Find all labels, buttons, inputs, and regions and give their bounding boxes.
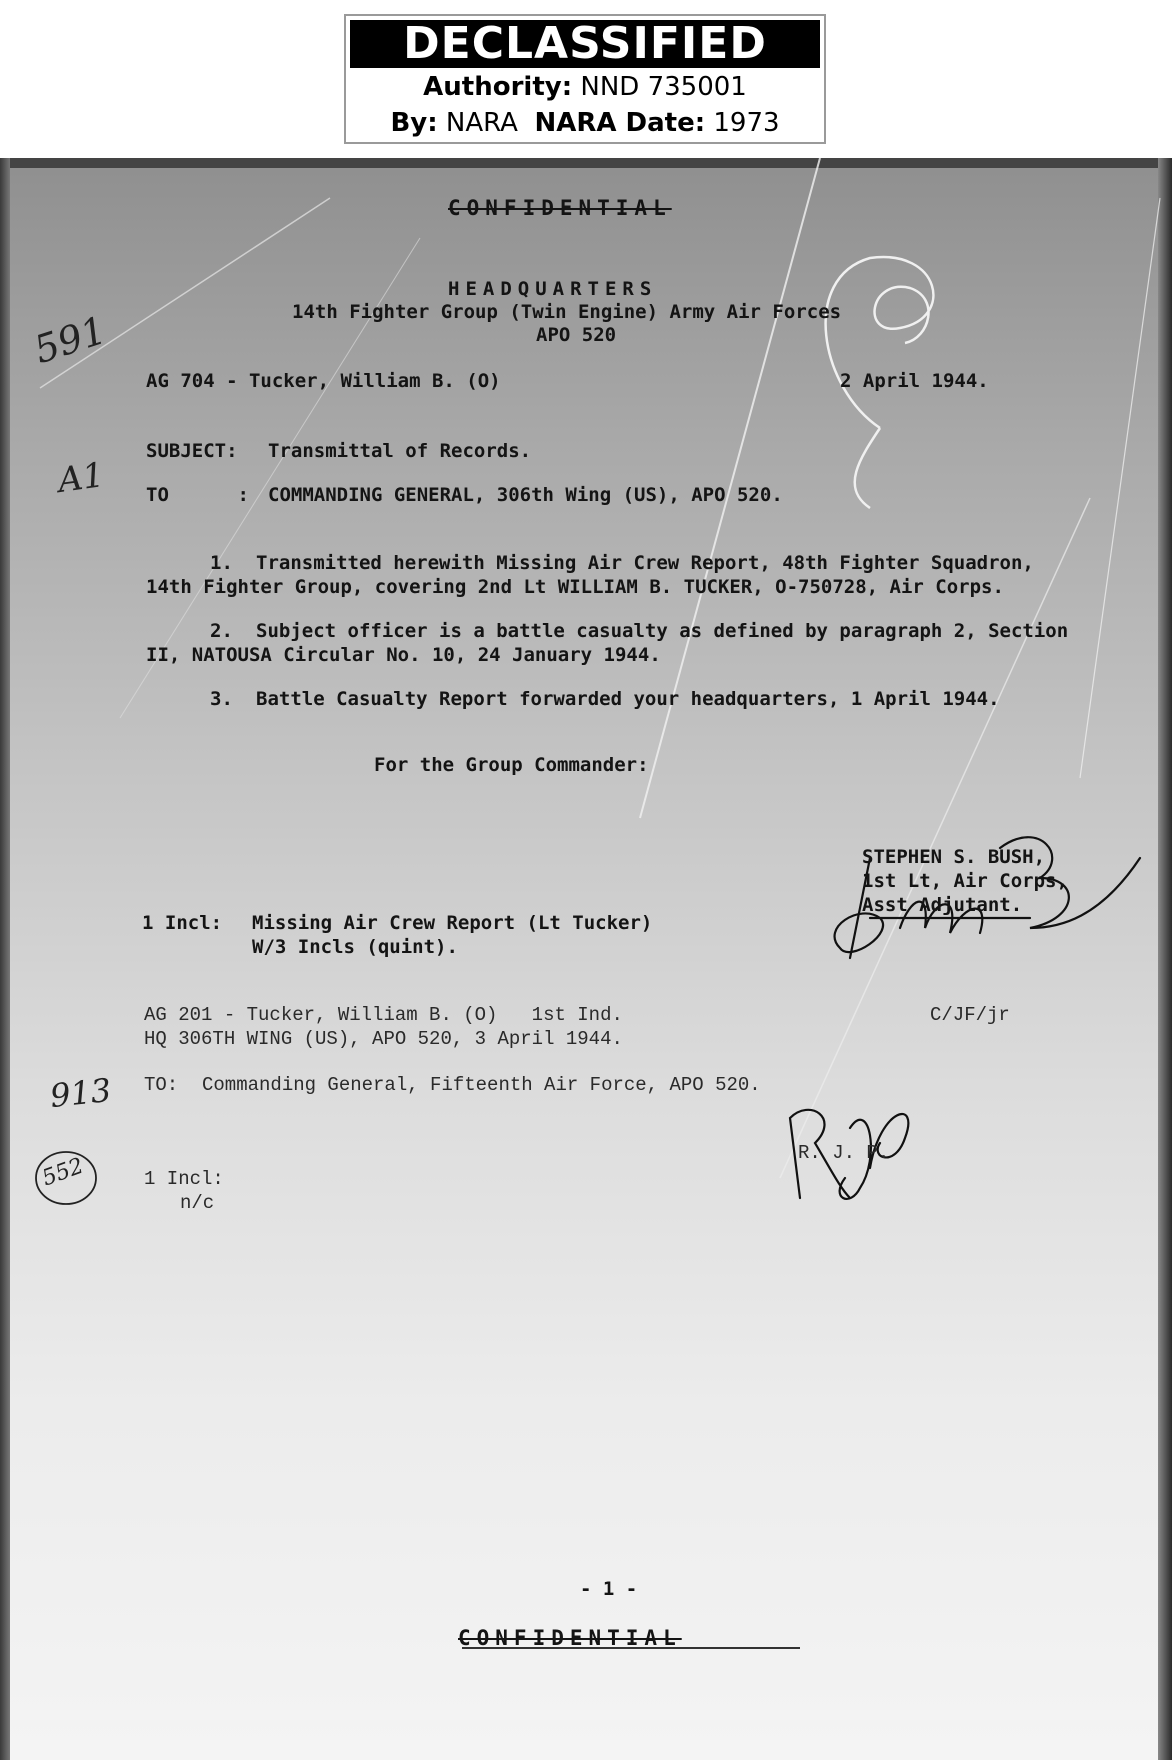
inclosure-label: 1 Incl: [142, 912, 223, 934]
closing-line: For the Group Commander: [374, 754, 649, 776]
inclosure-line1: Missing Air Crew Report (Lt Tucker) [252, 912, 653, 934]
handwritten-margin-number-1: 591 [28, 307, 112, 373]
paragraph-3-number: 3. [210, 688, 233, 710]
paragraph-3-line1: Battle Casualty Report forwarded your headquarters, 1 April 1944. [256, 688, 1000, 710]
stamp-by-line [346, 108, 824, 138]
endorsement-initials: R. J. P. [798, 1142, 890, 1164]
signatory-rank: 1st Lt, Air Corps, [862, 870, 1068, 892]
document-page [0, 158, 1172, 1760]
classification-bottom: CONFIDENTIAL [458, 1626, 682, 1650]
endorsement-origin: HQ 306TH WING (US), APO 520, 3 April 1944. [144, 1028, 623, 1050]
stamp-authority-line [346, 72, 824, 102]
endorsement-to-label: TO: [144, 1074, 179, 1096]
classification-top: CONFIDENTIAL [448, 196, 672, 220]
signatory-name: STEPHEN S. BUSH, [862, 846, 1046, 868]
stamp-by-label: By: [390, 108, 438, 138]
to-label: TO : [146, 484, 249, 506]
subject-text: Transmittal of Records. [268, 440, 532, 462]
stamp-authority-label: Authority: [423, 72, 573, 102]
paragraph-1-number: 1. [210, 552, 233, 574]
endorsement-to-text: Commanding General, Fifteenth Air Force, APO 520. [202, 1074, 761, 1096]
paragraph-2-line2: II, NATOUSA Circular No. 10, 24 January 1944. [146, 644, 661, 666]
endorsement-incl-value: n/c [180, 1192, 215, 1214]
stamp-authority-value: NND 735001 [580, 72, 747, 102]
endorsement-initials-code: C/JF/jr [930, 1004, 1010, 1026]
document-date: 2 April 1944. [840, 370, 989, 392]
stamp-date-value: 1973 [713, 108, 780, 138]
subject-label: SUBJECT: [146, 440, 238, 462]
to-text: COMMANDING GENERAL, 306th Wing (US), APO 520. [268, 484, 783, 506]
paragraph-1-line2: 14th Fighter Group, covering 2nd Lt WILLIAM B. TUCKER, O-750728, Air Corps. [146, 576, 1004, 598]
page-number: - 1 - [580, 1578, 638, 1600]
letterhead-line1: HEADQUARTERS [448, 278, 658, 300]
paragraph-1-line1: Transmitted herewith Missing Air Crew Report, 48th Fighter Squadron, [256, 552, 1034, 574]
reference-line: AG 704 - Tucker, William B. (O) [146, 370, 501, 392]
declassification-stamp [344, 14, 826, 144]
stamp-title: DECLASSIFIED [350, 20, 820, 68]
inclosure-line2: W/3 Incls (quint). [252, 936, 458, 958]
handwritten-margin-mark: A1 [55, 454, 107, 502]
paragraph-2-line1: Subject officer is a battle casualty as defined by paragraph 2, Section [256, 620, 1069, 642]
handwritten-margin-number-2: 913 [48, 1070, 113, 1116]
scan-artifacts [0, 158, 1172, 1760]
signatory-title: Asst Adjutant. [862, 894, 1023, 916]
endorsement-reference: AG 201 - Tucker, William B. (O) 1st Ind. [144, 1004, 623, 1026]
letterhead-line3: APO 520 [536, 324, 617, 346]
stamp-date-label: NARA Date: [534, 108, 706, 138]
stamp-by-value: NARA [445, 108, 518, 138]
endorsement-incl-label: 1 Incl: [144, 1168, 224, 1190]
letterhead-line2: 14th Fighter Group (Twin Engine) Army Air Forces [292, 301, 842, 323]
handwritten-circled-number: 552 [38, 1153, 88, 1192]
paragraph-2-number: 2. [210, 620, 233, 642]
